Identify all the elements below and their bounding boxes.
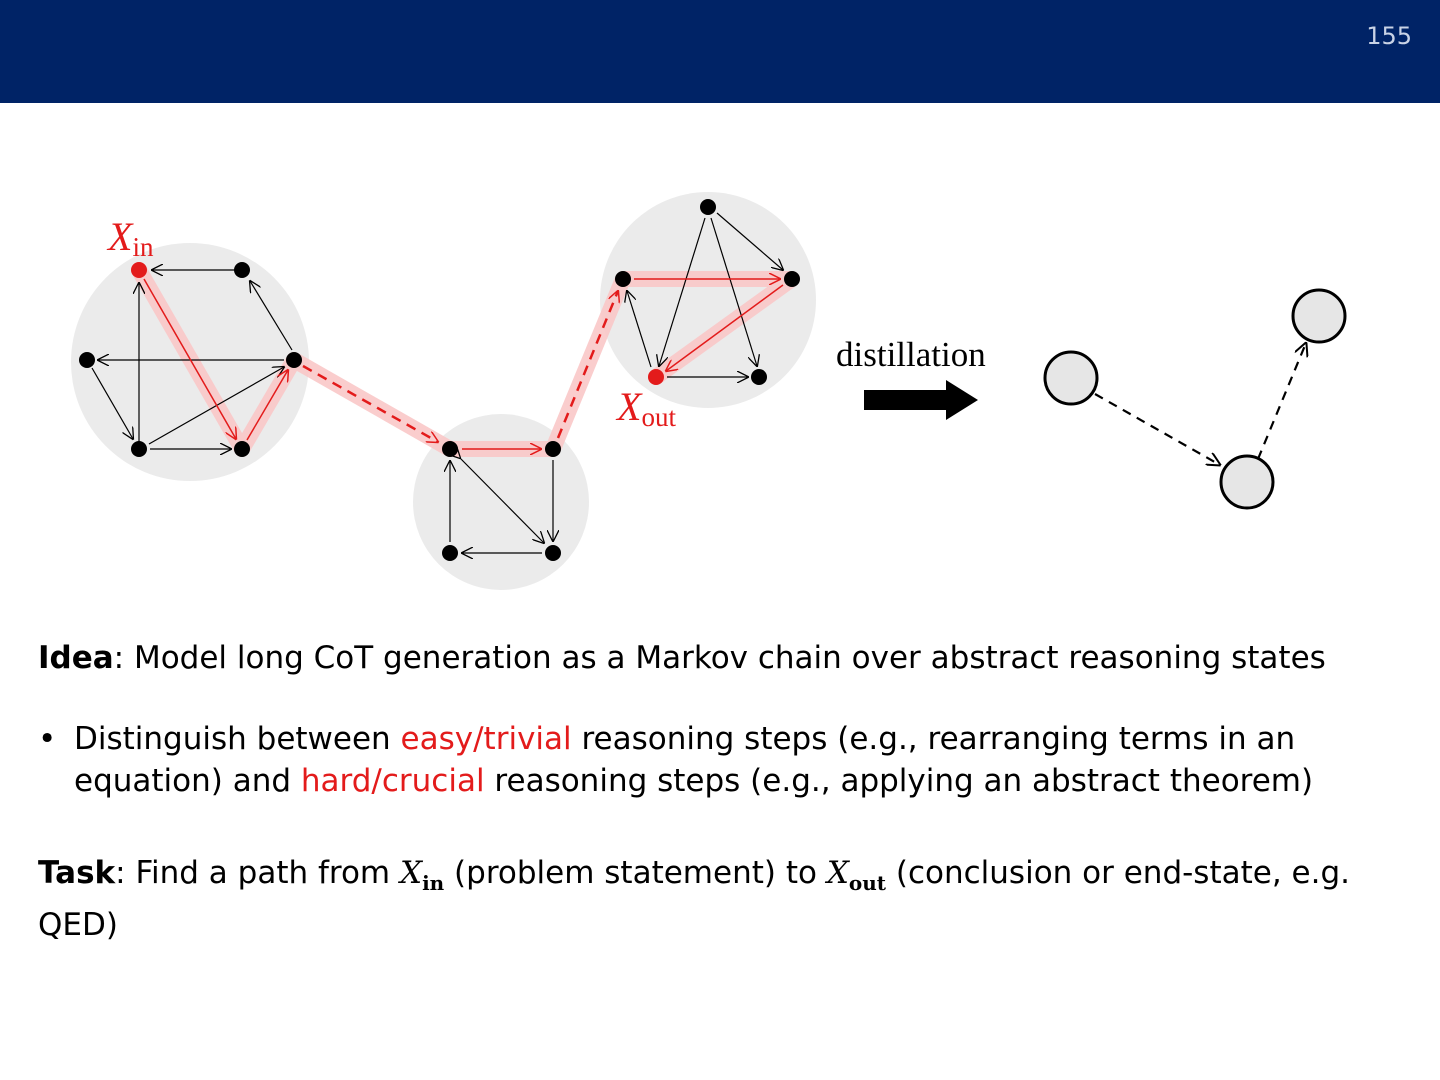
bullet-text-part: Distinguish between	[74, 721, 401, 757]
node-x-out	[648, 369, 664, 385]
easy-trivial-highlight: easy/trivial	[400, 721, 572, 757]
task-line	[38, 852, 1418, 946]
label-x-in: Xin	[108, 214, 154, 262]
distilled-edge	[1095, 394, 1220, 465]
node	[442, 545, 458, 561]
node	[615, 271, 631, 287]
bullet-text-part: reasoning steps (e.g., rearranging terms in an equation) and	[74, 721, 1296, 799]
node	[784, 271, 800, 287]
distilled-node	[1293, 290, 1345, 342]
node-x-in	[131, 262, 147, 278]
node	[545, 441, 561, 457]
node	[442, 441, 458, 457]
distilled-node	[1221, 456, 1273, 508]
bullet-marker: •	[38, 721, 57, 757]
cluster-3	[600, 192, 816, 408]
bullet-text-part: reasoning steps (e.g., applying an abstract theorem)	[484, 763, 1314, 799]
distillation-label: distillation	[836, 335, 986, 374]
task-label: Task	[38, 855, 116, 891]
idea-text: : Model long CoT generation as a Markov chain over abstract reasoning states	[113, 640, 1326, 676]
task-text-part: (conclusion or end-state, e.g. QED)	[38, 855, 1351, 944]
node	[79, 352, 95, 368]
math-x-out: $X_{out}$	[826, 855, 887, 896]
label-x-out: Xout	[617, 384, 676, 432]
node	[545, 545, 561, 561]
task-text-part: (problem statement) to	[444, 855, 827, 891]
task-text-part: : Find a path from	[115, 855, 400, 891]
idea-label: Idea	[38, 640, 114, 676]
distillation-arrow	[864, 380, 978, 420]
page-number: 155	[1366, 22, 1412, 50]
node	[234, 441, 250, 457]
node	[234, 262, 250, 278]
math-x-in: $X_{in}$	[399, 855, 445, 896]
distilled-node	[1045, 352, 1097, 404]
node	[131, 441, 147, 457]
bullet-text	[74, 718, 1404, 802]
node	[700, 199, 716, 215]
idea-line	[38, 637, 1418, 679]
node	[751, 369, 767, 385]
hard-crucial-highlight: hard/crucial	[300, 763, 485, 799]
distilled-edge	[1258, 343, 1306, 459]
node	[286, 352, 302, 368]
